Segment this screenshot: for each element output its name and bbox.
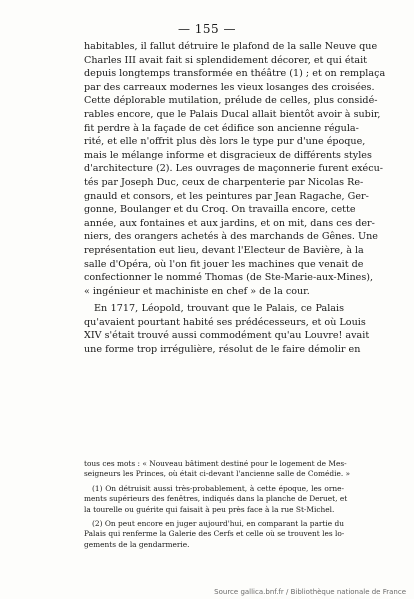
text-line: qu'avaient pourtant habité ses prédécesseurs, et où Louis bbox=[84, 316, 366, 328]
footnote-line: la tourelle ou guérite qui faisait à peu près face à la rue St-Michel. bbox=[84, 504, 335, 514]
text-line: par des carreaux modernes les vieux losanges des croisées. bbox=[84, 81, 375, 93]
footnote-continuation bbox=[84, 459, 351, 480]
footnote-line: seigneurs les Princes, où était ci-devant l'ancienne salle de Comédie. » bbox=[84, 469, 351, 479]
text-line: mais le mélange informe et disgracieux de différents styles bbox=[84, 149, 372, 161]
footnote-line: Palais qui renferme la Galerie des Cerfs et celle où se trouvent les lo- bbox=[84, 529, 345, 539]
text-line: représentation eut lieu, devant l'Electeur de Bavière, à la bbox=[84, 244, 364, 256]
main-text bbox=[84, 40, 386, 357]
footnote-2 bbox=[84, 519, 344, 550]
footnote-line: (2) On peut encore en juger aujourd'hui, en comparant la partie du bbox=[92, 518, 344, 528]
text-line: tés par Joseph Duc, ceux de charpenterie par Nicolas Re- bbox=[84, 176, 364, 188]
text-line: d'architecture (2). Les ouvrages de maçonnerie furent exécu- bbox=[84, 163, 384, 175]
text-line: gnauld et consors, et les peintures par Jean Ragache, Ger- bbox=[84, 190, 369, 202]
text-line: En 1717, Léopold, trouvant que le Palais, ce Palais bbox=[94, 303, 344, 315]
text-line: XIV s'était trouvé aussi commodément qu'au Louvre! avait bbox=[84, 330, 370, 342]
footnote-line: ments supérieurs des fenêtres, indiqués dans la planche de Deruet, et bbox=[84, 494, 348, 504]
footnote-line: tous ces mots : « Nouveau bâtiment destiné pour le logement de Mes- bbox=[84, 459, 347, 468]
text-line: année, aux fontaines et aux jardins, et on mit, dans ces der- bbox=[84, 217, 375, 229]
text-line: habitables, il fallut détruire le plafond de la salle Neuve que bbox=[84, 41, 378, 52]
page-number: — 155 — bbox=[177, 22, 237, 36]
text-line: rité, et elle n'offrit plus dès lors le type pur d'une époque, bbox=[84, 136, 366, 148]
text-line: niers, des orangers achetés à des marchands de Gênes. Une bbox=[84, 231, 378, 243]
text-line: confectionner le nommé Thomas (de Ste-Marie-aux-Mines), bbox=[84, 272, 374, 284]
text-line: Cette déplorable mutilation, prélude de celles, plus considé- bbox=[84, 95, 378, 107]
footnote-1 bbox=[84, 483, 348, 515]
text-line: gonne, Boulanger et du Croq. On travailla encore, cette bbox=[84, 204, 356, 216]
text-line: depuis longtemps transformée en théâtre (1) ; et on remplaça bbox=[84, 68, 386, 80]
text-line: rables encore, que le Palais Ducal allait bientôt avoir à subir, bbox=[84, 108, 381, 120]
footnote-line: (1) On détruisit aussi très-probablement, à cette époque, les orne- bbox=[92, 483, 344, 493]
source-credit: Source gallica.bnf.fr / Bibliothèque nationale de France bbox=[214, 588, 406, 596]
paragraph-1 bbox=[84, 40, 386, 298]
text-line: salle d'Opéra, où l'on fit jouer les machines que venait de bbox=[84, 258, 364, 270]
text-line: fit perdre à la façade de cet édifice son ancienne régula- bbox=[84, 122, 359, 134]
text-line: « ingénieur et machiniste en chef » de la cour. bbox=[84, 285, 310, 297]
paragraph-2 bbox=[84, 302, 370, 356]
footnote-line: gements de la gendarmerie. bbox=[84, 539, 190, 549]
text-line: une forme trop irrégulière, résolut de le faire démolir en bbox=[84, 344, 361, 356]
footnotes bbox=[84, 459, 351, 550]
text-line: Charles III avait fait si splendidement décorer, et qui était bbox=[84, 54, 368, 66]
